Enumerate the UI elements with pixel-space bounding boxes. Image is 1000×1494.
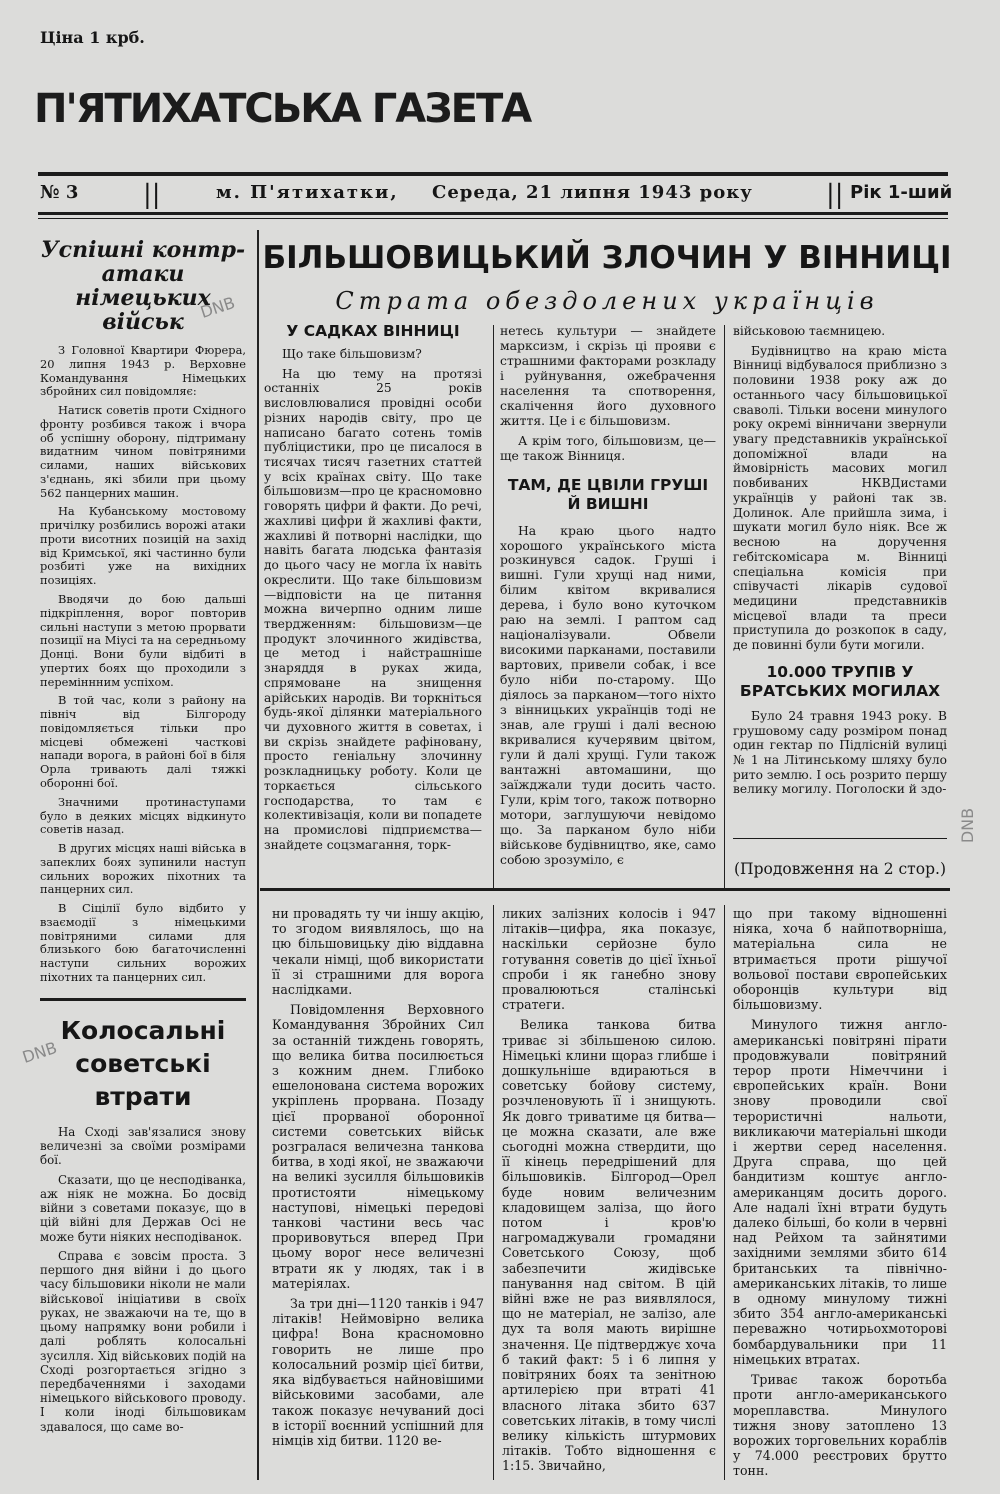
masthead-title: П'ЯТИХАТСЬКА ГАЗЕТА [34, 86, 531, 132]
continued-note: (Продовження на 2 стор.) [734, 860, 946, 878]
main-subheadline: Страта обездолених українців [335, 287, 879, 315]
issue-date: Середа, 21 липня 1943 року [432, 182, 753, 203]
paragraph: На Кубанському мостовому причілку розбились ворожі атаки проти висотних позицій на захід від Кримської, які частинно були розбиті уже на вихідних позиціях. [40, 504, 246, 588]
column-rule [257, 230, 259, 1480]
left-article-1-title: Успішні контр-атаки німецьких військ [40, 237, 246, 335]
column-rule [493, 905, 494, 1480]
paragraph: А крім того, більшовизм, це—ще також Вінниця. [500, 432, 716, 463]
left-article-1 [40, 238, 246, 990]
archive-stamp: DNB [197, 293, 238, 322]
volume-year: Рік 1-ший [850, 182, 953, 203]
paragraph: Велика танкова битва триває зі збільшеною силою. Німецькі клини щораз глибше і дошкульніше вдираються в советську бойову систему, розчленовують її і знищують. Як довго триватиме ця битва—це можна сказати, але вже сьогодні можна ствердити, що її кінець передрішений для більшовиків. Білгород—Орел буде новим величезним кладовищем заліза, що його потом і кров'ю нагромаджували громадяни Советського Союзу, щоб забезпечити жидівське панування над світом. В цій війні вже не раз виявлялося, що не матеріал, не залізо, але дух та воля мають вирішне значення. Це підтверджує хоча б такий факт: 5 і 6 липня у повітряних боях та зенітною артилерією при втраті 41 власного літака збито 637 советських літаків, в тому числі велику кількість штурмових літаків. Тобто відношення є 1:15. Звичайно, [502, 1017, 716, 1474]
paragraph: В той час, коли з району на північ від Білгороду повідомляється тільки про місцеві обмежені часткові напади ворога, в районі бої в біля Орла тривають далі тяжкі оборонні бої. [40, 693, 246, 790]
price: Ціна 1 крб. [40, 28, 145, 47]
paragraph: Вводячи до бою дальші підкріплення, ворог повторив сильні наступи з метою прорвати позиції на Міусі та на середньому Донці. Вони були відбиті в упертих боях що проходили з переміннним успіхом. [40, 592, 246, 689]
archive-stamp: DNB [19, 1038, 60, 1067]
main-headline: БІЛЬШОВИЦЬКИЙ ЗЛОЧИН У ВІННИЦІ [262, 240, 952, 276]
column-rule [724, 905, 725, 1480]
main-column-3 [733, 324, 947, 802]
main-column-1 [264, 322, 482, 857]
left-article-2-title: Колосальні советські втрати [60, 1016, 226, 1111]
issue-number: № 3 [40, 182, 79, 203]
paragraph: В Сіцілії було відбито у взаємодії з німецькими повітряними силами для близького бою багаточисленні наступи сильних ворожих піхотних та панцерних сил. [40, 901, 246, 984]
section-rule-left [40, 998, 246, 1001]
paragraph: На цю тему на протязі останніх 25 років висловлювалися провідні особи різних народів світу, про це написано багато сотень томів публіцистики, про це писалося в тисячах тисяч газетних статтей у всіх країнах світу. Що таке більшовизм—про це красномовно говорять цифри й факти. До речі, жахливі цифри й жахливі факти, жахливі й потворні наслідки, що навіть багата людська фантазія до цього часу не могла їх навіть окреслити. Що таке більшовизм—відповісти на це питання можна вичерпно одним лише твердженням: більшовизм—це продукт злочинного жидівства, це метод і найстрашніше знаряддя в руках жида, спрямоване на знищення арійських народів. Ви торкніться будь-якої ділянки матеріального чи духовного життя в советах, і ви скрізь знайдете рафіновану, просто геніальну злочинну розкладницьку роботу. Коли це торкається сільського господарства, то там є колективізація, коли ви попадете на промислові підприємства—знайдете соцзмагання, торк- [264, 366, 482, 852]
paragraph: Повідомлення Верховного Командування Збройних Сил за останній тиждень говорять, що велика битва посилюється з кожним днем. Глибоко ешелонована система ворожих укріплень прорвана. Позаду цієї прорваної оборонної системи советських військ розгралася величезна танкова битва, в ході якої, не зважаючи на великі зусилля більшовиків протистояти німецькому наступові, німецькі передові танкові частини весь час проривовуться вперед При цьому ворог несе величезні втрати як у людях, так і в матеріялах. [272, 1002, 484, 1291]
paragraph: нетесь культури — знайдете марксизм, і скрізь ці прояви є страшними факторами розкладу і руйнування, ожебрачення населення та спотворення, скалічення його духовного життя. Це і є більшовизм. [500, 323, 716, 428]
paragraph: Значними протинаступами було в деяких місцях відкинуто советів назад. [40, 794, 246, 837]
separator: || [143, 180, 161, 210]
paragraph: Минулого тижня англо-американські повітряні пірати продовжували повітряний терор проти Німеччини і європейських країн. Вони знову проводили свої терористичні нальоти, викликаючи матеріальні шкоди і жертви серед населення. Друга справа, що цей бандитизм коштує англо-американцям досить дорого. Але надалі їхні втрати будуть далеко більші, бо коли в червні над Рейхом та зайнятими західними землями збито 614 британських та північно-американських літаків, то лише в одному минулому тижні збито 354 англо-американські переважно чотирьохмоторові бомбардувальники при 11 німецьких втратах. [733, 1017, 947, 1367]
column-rule [724, 325, 725, 890]
paragraph: На краю цього надто хорошого українського міста розкинувся садок. Груші і вишні. Гули хрущі над ними, білим квітом вкривалися дерева, і було воно куточком раю на землі. І раптом сад націоналізували. Обвели високими парканами, поставили вартових, привели собак, і все було ніби по-старому. Що діялось за парканом—того ніхто з вінницьких українців тоді не знав, але груші і далі весною вкривалися кучерявим цвітом, гули й далі хрущі. Гули також вантажні автомашини, що заїжджали туди досить часто. Гули, крім того, також потворно мотори, заглушуючи невідомо що. За парканом було ніби військове будівництво, яке, само собою зрозуміло, є [500, 522, 716, 867]
separator: || [826, 180, 844, 210]
paragraph: Будівництво на краю міста Вінниці відбувалося приблизно з половини 1938 року аж до останнього часу більшовицької сваволі. Тільки восени минулого року окремі вінничани звернули увагу представників української допоміжної влади на ймовірність масових могил повбиваних НКВДистами українців у районі так зв. Долинок. Але прийшла зима, і шукати могил було ніяк. Все ж весною на доручення гебітскомісара м. Вінниці спеціальна комісія при співучасті лікарів судової медицини представників місцевої влади та преси приступила до розкопок в саду, де повинні були бути могили. [733, 343, 947, 653]
paragraph: На Сході зав'язалися знову величезні за своїми розмірами бої. [40, 1125, 246, 1168]
paragraph: Що таке більшовизм? [282, 347, 422, 361]
section-heading: У САДКАХ ВІННИЦІ [286, 322, 460, 340]
column-rule [493, 325, 494, 890]
section-heading: 10.000 ТРУПІВ У БРАТСЬКИХ МОГИЛАХ [739, 662, 941, 700]
dateline-rule [38, 212, 948, 215]
paragraph: Натиск советів проти Східного фронту розбився також і вчора об успішну оборону, підтриману видатним чином повітряними силами, наших військових з'єднань, які збили при цьому 562 панцерних машин. [40, 403, 246, 500]
paragraph: ликих залізних колосів і 947 літаків—цифра, яка показує, наскільки серйозне було готування советів до цієї їхньої спроби і як ганебно знову провалюються сталінські стратеги. [502, 906, 716, 1013]
paragraph: За три дні—1120 танків і 947 літаків! Неймовірно велика цифра! Вона красномовно говорить не лише про колосальний розмір цієї битви, яка відбувається найновішими військовими засобами, але також показує нечуваний досі в історії воєнний успішний для німців хід битви. 1120 ве- [272, 1296, 484, 1448]
paragraph: Триває також боротьба проти англо-американського мореплавства. Минулого тижня знову затоплено 13 ворожих торговельних кораблів у 74.000 реєстрових брутто тонн. [733, 1372, 947, 1479]
paragraph: що при такому відношенні ніяка, хоча б найпотворніша, матеріальна сила не втримається проти рішучої вольової постави європейських оборонців культури від більшовизму. [733, 906, 947, 1013]
dateline-rule-thin [38, 218, 948, 219]
paragraph: Справа є зовсім проста. З першого дня війни і до цього часу більшовики ніколи не мали військової ініціативи в своїх руках, не зважаючи на те, що в цьому напрямку вони робили і далі роблять колосальні зусилля. Хід військових подій на Сході розгортається згідно з передбаченнями і заходами німецького військового проводу. І коли іноді більшовикам здавалося, що саме во- [40, 1248, 246, 1434]
paragraph: військовою таємницею. [733, 324, 886, 338]
section-heading: ТАМ, ДЕ ЦВІЛИ ГРУШІ Й ВИШНІ [507, 475, 709, 513]
lower-column-1 [272, 906, 484, 1453]
paragraph: З Головної Квартири Фюрера, 20 липня 1943 р. Верховне Командування Німецьких збройних сил повідомляє: [40, 343, 246, 399]
paragraph: ни провадять ту чи іншу акцію, то згодом виявлялось, що на цю більшовицьку дію віддавна чекали німці, щоб використати її зі страшними для ворога наслідками. [272, 906, 484, 998]
left-article-2 [40, 1014, 246, 1439]
lower-column-2 [502, 906, 716, 1479]
continued-rule [733, 838, 947, 839]
lower-column-3 [733, 906, 947, 1484]
paragraph: Було 24 травня 1943 року. В грушовому саду розміром понад один гектар по Підлісній вулиці № 1 на Літинському шляху було рито землю. І ось розрито першу велику могилу. Поголоски й здо- [733, 708, 947, 797]
city: м. П'ятихатки, [216, 182, 399, 203]
archive-stamp: DNB [958, 807, 978, 844]
main-column-2 [500, 324, 716, 873]
paragraph: В других місцях наші війська в запеклих боях зупинили наступ сильних ворожих піхотних та панцерних сил. [40, 841, 246, 897]
section-rule [260, 888, 950, 891]
paragraph: Сказати, що це несподіванка, аж ніяк не можна. Бо досвід війни з советами показує, що в цій війні для Держав Осі не може бути ніяких несподіванок. [40, 1172, 246, 1244]
masthead-rule [38, 172, 948, 176]
